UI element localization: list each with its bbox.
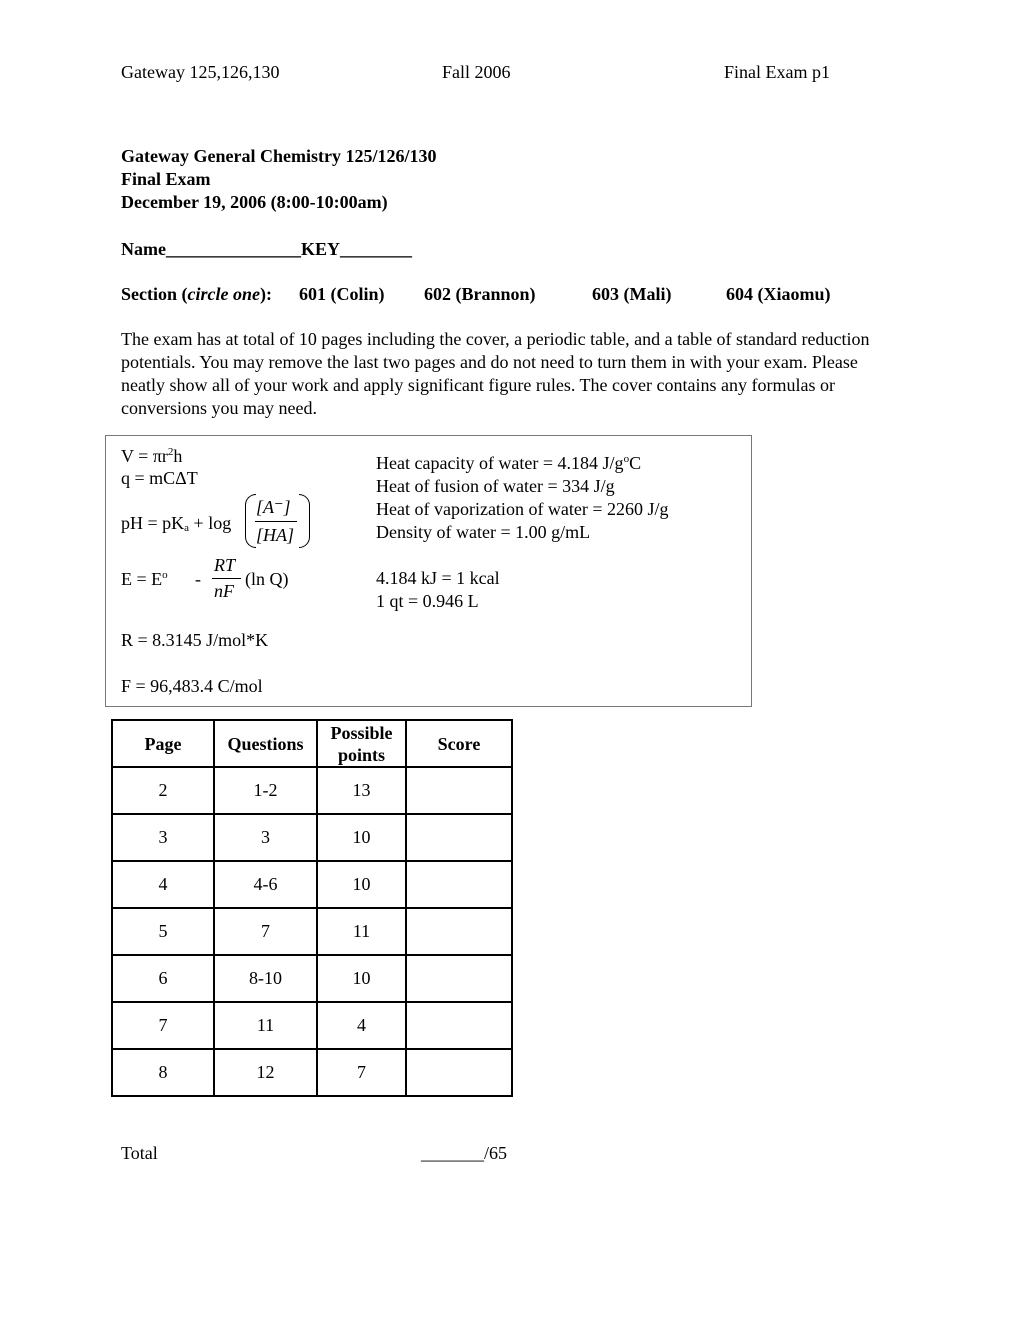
section-label bbox=[121, 284, 272, 305]
score-table-header bbox=[112, 720, 512, 767]
heat-formula: q = mCΔT bbox=[121, 468, 198, 488]
cell-score[interactable] bbox=[406, 908, 512, 955]
header-page: Final Exam p1 bbox=[724, 62, 830, 82]
cell-score[interactable] bbox=[406, 814, 512, 861]
cell-page: 3 bbox=[112, 814, 214, 861]
exam-course-title: Gateway General Chemistry 125/126/130 bbox=[121, 146, 437, 166]
volume-formula bbox=[121, 446, 182, 467]
cell-page: 4 bbox=[112, 861, 214, 908]
cell-score[interactable] bbox=[406, 1049, 512, 1096]
ph-numerator: [A⁻] bbox=[256, 497, 291, 517]
table-row bbox=[112, 1049, 512, 1096]
cell-score[interactable] bbox=[406, 861, 512, 908]
nernst-lhs bbox=[121, 569, 168, 590]
header-points-col: Possible points bbox=[317, 720, 406, 767]
section-option-602[interactable]: 602 (Brannon) bbox=[424, 284, 536, 304]
cell-points: 10 bbox=[317, 814, 406, 861]
kcal-conversion: 4.184 kJ = 1 kcal bbox=[376, 568, 500, 588]
nernst-denominator: nF bbox=[214, 581, 234, 601]
table-row bbox=[112, 861, 512, 908]
cell-questions: 12 bbox=[214, 1049, 317, 1096]
cell-page: 6 bbox=[112, 955, 214, 1002]
nernst-fraction-bar bbox=[212, 578, 241, 579]
cell-points: 4 bbox=[317, 1002, 406, 1049]
header-term: Fall 2006 bbox=[442, 62, 511, 82]
degree-superscript: o bbox=[623, 453, 630, 465]
nernst-minus: - bbox=[195, 569, 201, 589]
right-paren bbox=[299, 494, 310, 548]
cell-score[interactable] bbox=[406, 955, 512, 1002]
cell-points: 13 bbox=[317, 767, 406, 814]
heat-capacity bbox=[376, 453, 641, 474]
section-option-603[interactable]: 603 (Mali) bbox=[592, 284, 672, 304]
header-questions-col: Questions bbox=[214, 720, 317, 767]
cell-score[interactable] bbox=[406, 1002, 512, 1049]
cell-page: 2 bbox=[112, 767, 214, 814]
quart-conversion: 1 qt = 0.946 L bbox=[376, 591, 479, 611]
cell-questions: 4-6 bbox=[214, 861, 317, 908]
heat-capacity-unit: C bbox=[629, 453, 642, 473]
heat-capacity-text: Heat capacity of water = 4.184 J/g bbox=[376, 453, 624, 473]
table-row bbox=[112, 955, 512, 1002]
nernst-numerator: RT bbox=[214, 555, 236, 575]
exam-title: Final Exam bbox=[121, 169, 211, 189]
formula-box bbox=[105, 435, 752, 707]
table-row bbox=[112, 767, 512, 814]
section-option-604[interactable]: 604 (Xiaomu) bbox=[726, 284, 831, 304]
table-row bbox=[112, 1002, 512, 1049]
cell-questions: 1-2 bbox=[214, 767, 317, 814]
ph-fraction-bar bbox=[255, 521, 297, 522]
ph-lhs: pH = pK bbox=[121, 513, 185, 533]
name-field[interactable]: Name_______________KEY________ bbox=[121, 239, 412, 259]
total-score-field[interactable]: _______/65 bbox=[421, 1143, 508, 1163]
cell-points: 11 bbox=[317, 908, 406, 955]
score-table bbox=[111, 719, 513, 1097]
heat-vaporization: Heat of vaporization of water = 2260 J/g bbox=[376, 499, 669, 519]
cell-questions: 8-10 bbox=[214, 955, 317, 1002]
nernst-ln-q: (ln Q) bbox=[245, 569, 289, 589]
volume-rhs: h bbox=[173, 446, 183, 466]
cell-questions: 3 bbox=[214, 814, 317, 861]
section-option-601[interactable]: 601 (Colin) bbox=[299, 284, 385, 304]
cell-points: 10 bbox=[317, 955, 406, 1002]
cell-points: 7 bbox=[317, 1049, 406, 1096]
cell-page: 7 bbox=[112, 1002, 214, 1049]
ph-subscript: a bbox=[184, 522, 190, 534]
table-row bbox=[112, 814, 512, 861]
heat-fusion: Heat of fusion of water = 334 J/g bbox=[376, 476, 615, 496]
section-label-suffix: ): bbox=[259, 284, 272, 304]
gas-constant: R = 8.3145 J/mol*K bbox=[121, 630, 269, 650]
ph-formula-lhs bbox=[121, 513, 231, 534]
cell-questions: 7 bbox=[214, 908, 317, 955]
ph-denominator: [HA] bbox=[256, 525, 295, 545]
header-page-col: Page bbox=[112, 720, 214, 767]
nernst-e: E = E bbox=[121, 569, 163, 589]
volume-lhs: V = πr bbox=[121, 446, 168, 466]
header-score-col: Score bbox=[406, 720, 512, 767]
cell-score[interactable] bbox=[406, 767, 512, 814]
cell-page: 8 bbox=[112, 1049, 214, 1096]
exam-date: December 19, 2006 (8:00-10:00am) bbox=[121, 192, 388, 212]
faraday-constant: F = 96,483.4 C/mol bbox=[121, 676, 263, 696]
table-row bbox=[112, 908, 512, 955]
water-density: Density of water = 1.00 g/mL bbox=[376, 522, 591, 542]
cell-questions: 11 bbox=[214, 1002, 317, 1049]
header-course: Gateway 125,126,130 bbox=[121, 62, 280, 82]
volume-exponent: 2 bbox=[167, 446, 174, 458]
total-label: Total bbox=[121, 1143, 158, 1163]
ph-log: + log bbox=[189, 513, 232, 533]
instructions-paragraph: The exam has at total of 10 pages including the cover, a periodic table, and a table of standard reduction potentials. You may remove the last two pages and do not need to turn them in with your exam. Please neatly show all of your work and apply significant figure rules. The cover contains any formulas or conversions you may need. bbox=[121, 329, 870, 418]
section-circle-one: circle one bbox=[187, 284, 260, 304]
section-label-prefix: Section ( bbox=[121, 284, 188, 304]
cell-points: 10 bbox=[317, 861, 406, 908]
cell-page: 5 bbox=[112, 908, 214, 955]
nernst-exponent: o bbox=[162, 569, 168, 581]
